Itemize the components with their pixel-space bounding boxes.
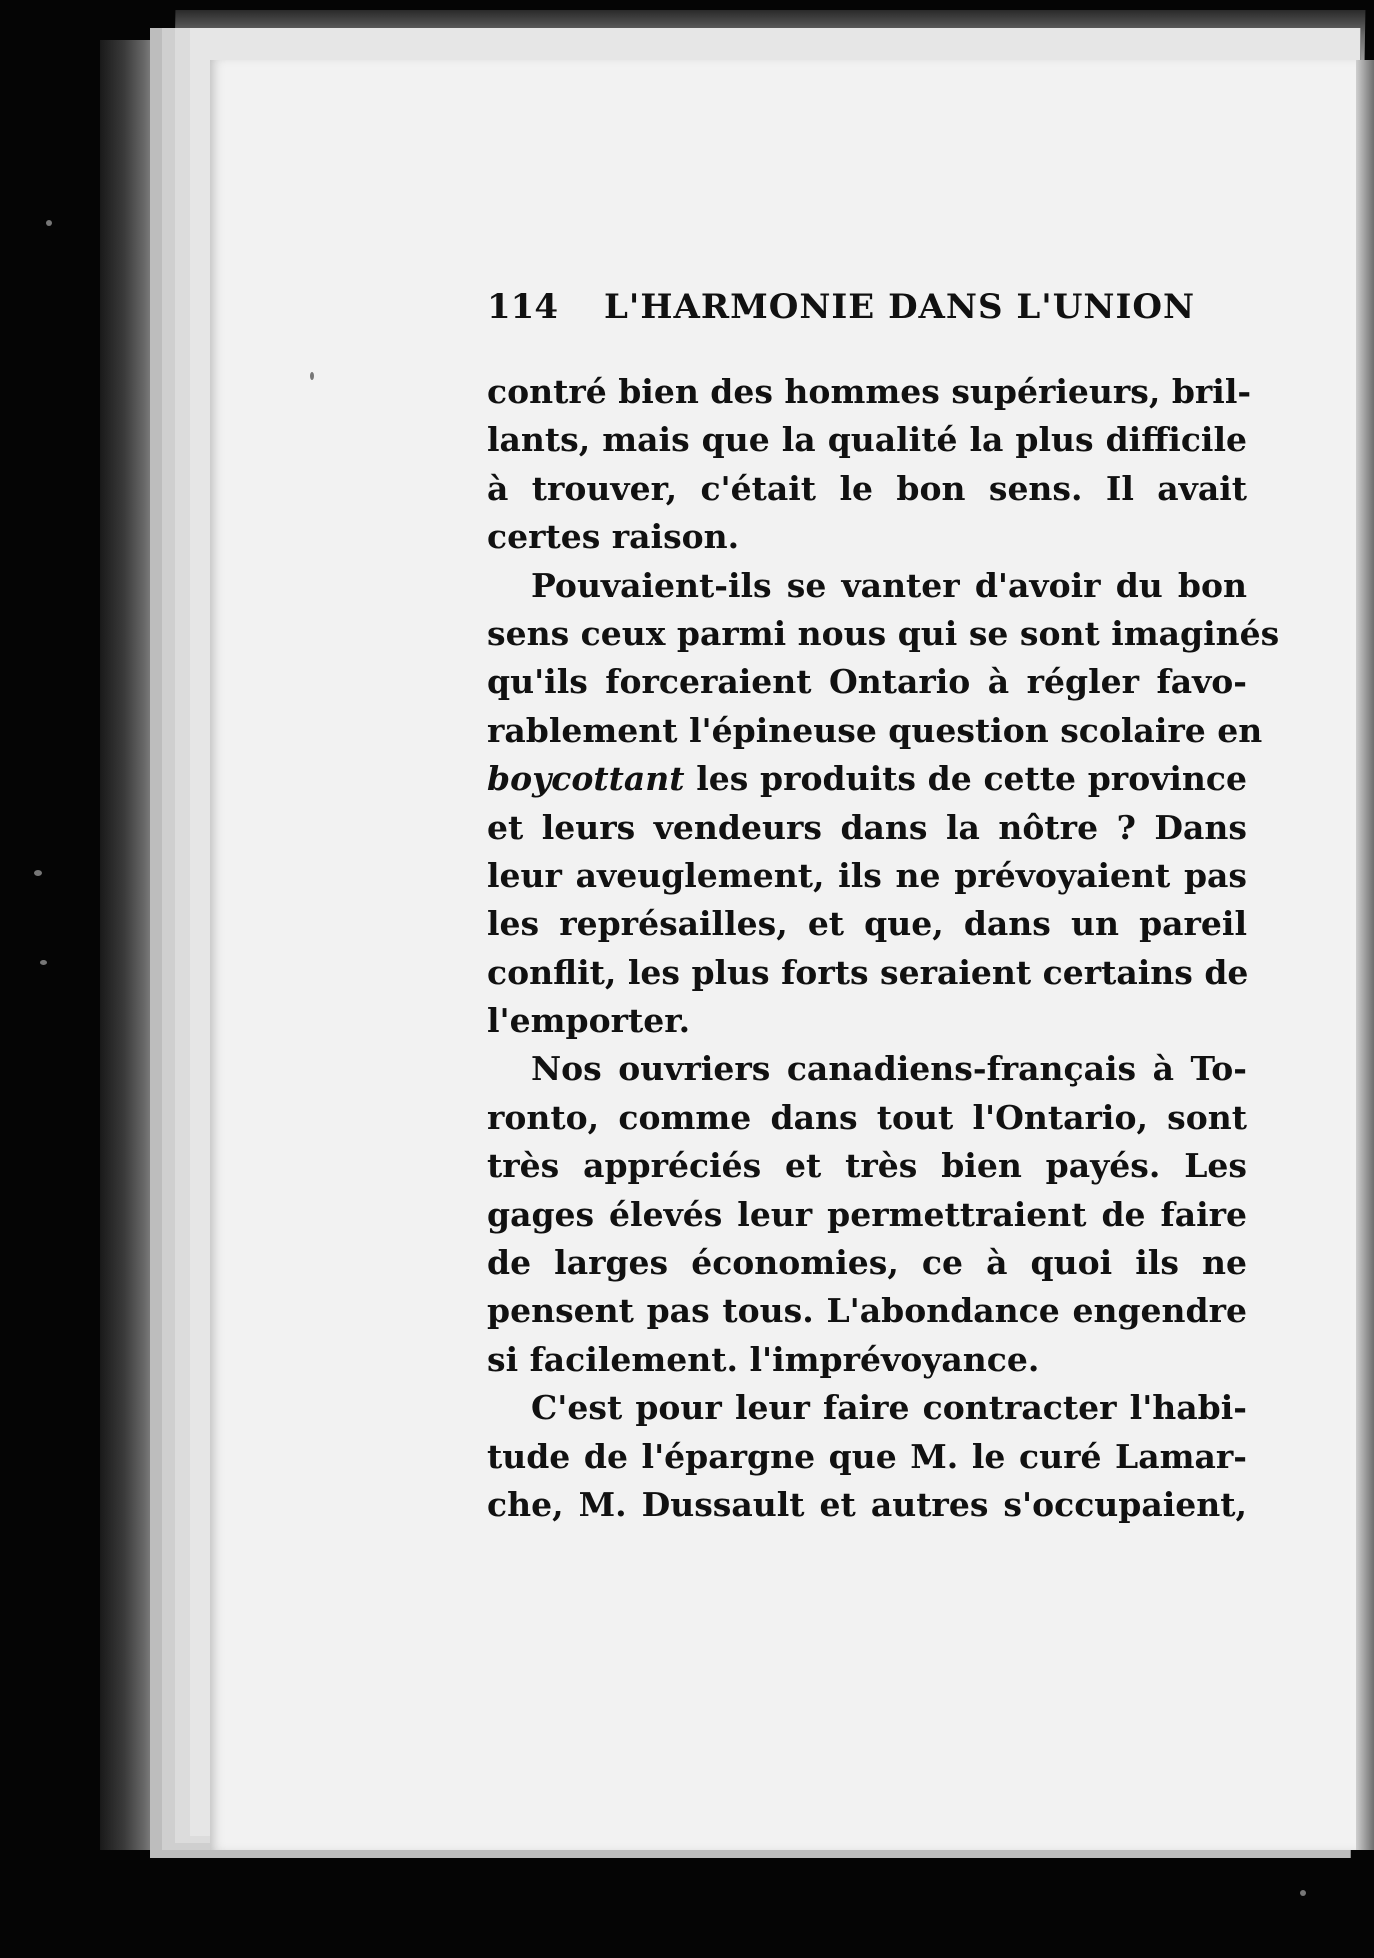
dust-speck xyxy=(34,870,42,876)
page-number: 114 xyxy=(487,287,558,327)
text-line: tude de l'épargne que M. le curé Lamar- xyxy=(487,1436,1247,1476)
page-right-edge xyxy=(1356,60,1374,1850)
text-line: pensent pas tous. L'abondance engendre xyxy=(487,1291,1247,1331)
text-line: C'est pour leur faire contracter l'habi- xyxy=(531,1388,1247,1428)
page-header xyxy=(487,287,1196,335)
text-line: les représailles, et que, dans un pareil xyxy=(487,904,1247,944)
text-line: contré bien des hommes supérieurs, bril- xyxy=(487,372,1252,411)
text-line: rablement l'épineuse question scolaire en xyxy=(487,710,1263,750)
text-line: lants, mais que la qualité la plus difficile xyxy=(487,420,1247,460)
italic-word: boycottant xyxy=(487,759,685,799)
running-title: L'HARMONIE DANS L'UNION xyxy=(604,287,1196,327)
text-line: leur aveuglement, ils ne prévoyaient pas xyxy=(487,855,1247,895)
text-line: Pouvaient-ils se vanter d'avoir du bon xyxy=(531,565,1247,605)
text-line: très appréciés et très bien payés. Les xyxy=(487,1146,1247,1186)
dust-speck xyxy=(310,372,314,380)
text-line: si facilement. l'imprévoyance. xyxy=(487,1339,1040,1379)
text-line: ronto, comme dans tout l'Ontario, sont xyxy=(487,1097,1247,1137)
text-segment: les produits de cette province xyxy=(684,759,1247,799)
dust-speck xyxy=(1300,1890,1306,1896)
text-line: certes raison. xyxy=(487,517,740,557)
text-line: Nos ouvriers canadiens-français à To- xyxy=(531,1049,1247,1089)
text-line: de larges économies, ce à quoi ils ne xyxy=(487,1243,1247,1283)
text-line: l'emporter. xyxy=(487,1001,691,1041)
dust-speck xyxy=(46,220,52,226)
text-line: sens ceux parmi nous qui se sont imaginés xyxy=(487,613,1280,653)
dust-speck xyxy=(40,960,47,965)
text-line: à trouver, c'était le bon sens. Il avait xyxy=(487,468,1247,508)
text-line: gages élevés leur permettraient de faire xyxy=(487,1194,1247,1234)
body-text xyxy=(487,368,1280,1529)
text-line xyxy=(487,755,1247,803)
text-line: conflit, les plus forts seraient certains de xyxy=(487,952,1249,992)
text-line: che, M. Dussault et autres s'occupaient, xyxy=(487,1484,1247,1524)
text-line: et leurs vendeurs dans la nôtre ? Dans xyxy=(487,807,1247,847)
text-line: qu'ils forceraient Ontario à régler favo- xyxy=(487,662,1247,702)
